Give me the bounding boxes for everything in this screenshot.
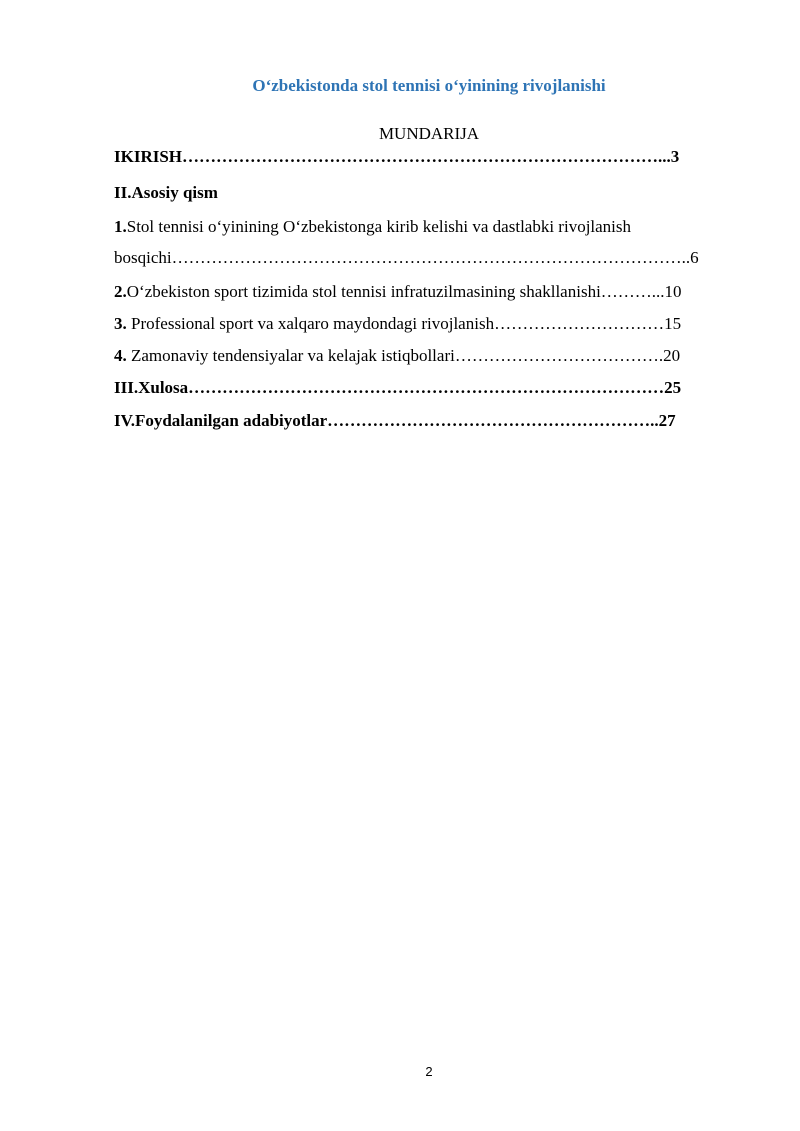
toc-item-4-text: Zamonaviy tendensiyalar va kelajak istiqbollari……………………………….20 (126, 346, 681, 365)
toc-entry-item-1-continued: bosqichi………………………………………………………………………………..6 (114, 248, 699, 267)
toc-entry-references: IV.Foydalanilgan adabiyotlar…………………………………………………..27 (114, 411, 676, 430)
toc-entry-item-3 (114, 314, 681, 334)
document-title: O‘zbekistonda stol tennisi o‘yinining rivojlanishi (252, 76, 606, 95)
toc-entry-item-4 (114, 346, 680, 366)
toc-entry-item-1 (114, 217, 631, 237)
toc-item-1-number: 1. (114, 217, 127, 236)
toc-entry-conclusion: III.Xulosa…………………………………………………………………………25 (114, 378, 682, 397)
toc-entry-intro: IKIRISH…………………………………………………………………………...3 (114, 147, 680, 166)
toc-item-1-text: Stol tennisi o‘yinining O‘zbekistonga kirib kelishi va dastlabki rivojlanish (126, 217, 632, 236)
toc-item-2-number: 2. (114, 282, 127, 301)
toc-item-3-number: 3. (114, 314, 127, 333)
toc-item-2-text: O‘zbekiston sport tizimida stol tennisi infratuzilmasining shakllanishi………...10 (126, 282, 682, 301)
toc-heading: MUNDARIJA (378, 124, 480, 143)
toc-item-3-text: Professional sport va xalqaro maydondagi rivojlanish…………………………15 (126, 314, 682, 333)
toc-entry-main-part: II.Asosiy qism (114, 183, 218, 202)
toc-entry-item-2 (114, 282, 682, 302)
toc-item-4-number: 4. (114, 346, 127, 365)
page-number: 2 (425, 1064, 433, 1079)
